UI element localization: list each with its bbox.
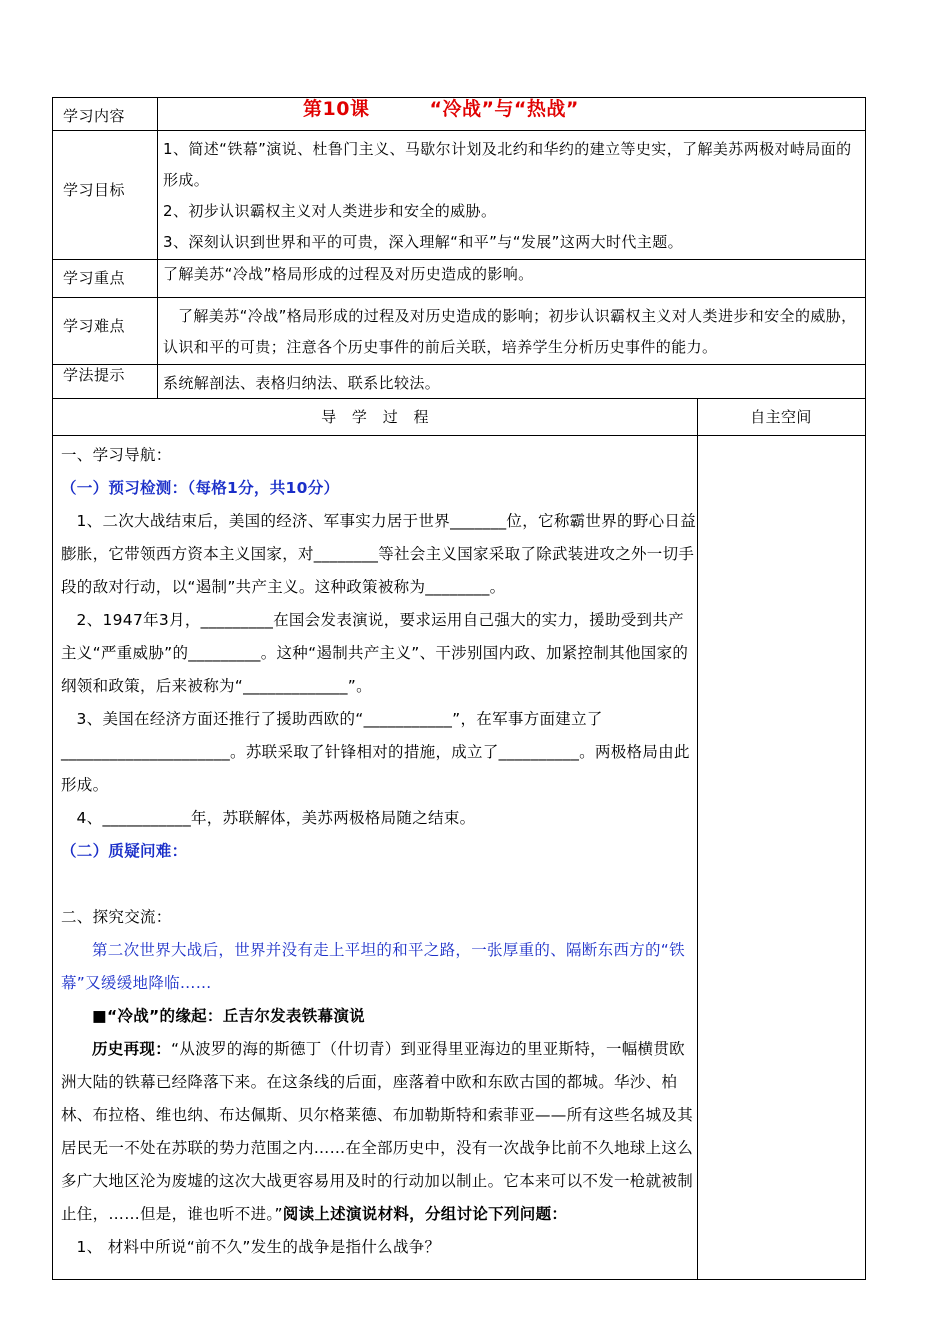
intro-text: 第二次世界大战后，世界并没有走上平坦的和平之路，一张厚重的、隔断东西方的“铁幕”又缓缓地降临…… [61, 941, 685, 992]
question-item: 1、二次大战结束后，美国的经济、军事实力居于世界_______位，它称霸世界的野心日益膨胀，它带领西方资本主义国家，对________等社会主义国家采取了除武装进攻之外一切手段的敌对行动，以“遏制”共产主义。这种政策被称为________。 [61, 512, 697, 596]
section1-title: 一、学习导航： [61, 446, 172, 464]
history-quote: “从波罗的海的斯德丁（什切青）到亚得里亚海边的里亚斯特，一幅横贯欧洲大陆的铁幕已经降落下来。在这条线的后面，座落着中欧和东欧古国的都城。华沙、柏林、布拉格、维也纳、布达佩斯、贝尔格莱德、布加勒斯特和索菲亚——所有这些名城及其居民无一不处在苏联的势力范围之内……在全部历史中，没有一次战争比前不久地球上这么多广大地区沦为废墟的这次大战更容易用及时的行动加以制止。它本来可以不发一枪就被制止住，……但是，谁也听不进。” [61, 1040, 694, 1223]
lesson-topic: “冷战”与“热战” [429, 98, 579, 120]
lesson-plan-table [52, 97, 866, 1280]
goals-label: 学习目标 [63, 181, 126, 199]
difficulties-label: 学习难点 [63, 317, 126, 335]
lesson-title [303, 94, 579, 121]
question-item: 4、___________年，苏联解体，美苏两极格局随之结束。 [76, 809, 476, 827]
row-divider [53, 130, 865, 131]
preview-test-heading: （一）预习检测：（每格1分，共10分） [61, 479, 340, 497]
process-header: 导 学 过 程 [321, 408, 429, 426]
goals-list [163, 134, 859, 258]
content-label: 学习内容 [63, 107, 126, 125]
history-label: 历史再现： [92, 1040, 172, 1058]
key-points-label: 学习重点 [63, 269, 126, 287]
row-divider [53, 435, 865, 436]
goal-item: 1、简述“铁幕”演说、杜鲁门主义、马歇尔计划及北约和华约的建立等史实，了解美苏两极对峙局面的形成。 [163, 140, 852, 189]
history-task: 阅读上述演说材料，分组讨论下列问题： [282, 1205, 568, 1223]
key-points-text: 了解美苏“冷战”格局形成的过程及对历史造成的影响。 [163, 265, 534, 283]
row-divider [53, 364, 865, 365]
process-body [61, 439, 697, 1264]
difficulties-text: 了解美苏“冷战”格局形成的过程及对历史造成的影响；初步认识霸权主义对人类进步和安全的威胁，认识和平的可贵；注意各个历史事件的前后关联，培养学生分析历史事件的能力。 [163, 307, 857, 356]
column-divider [697, 398, 698, 1280]
question-item: 3、美国在经济方面还推行了援助西欧的“___________”，在军事方面建立了_____________________。苏联采取了针锋相对的措施，成立了__________。两极格局由此形成。 [61, 710, 690, 794]
questions-heading: （二）质疑问难： [61, 842, 188, 860]
side-header: 自主空间 [750, 408, 812, 426]
question-item: 2、1947年3月，_________在国会发表演说，要求运用自己强大的实力，援助受到共产主义“严重威胁”的_________。这种“遏制共产主义”、干涉别国内政、加紧控制其他国家的纲领和政策，后来被称为“_____________”。 [61, 611, 689, 695]
method-text: 系统解剖法、表格归纳法、联系比较法。 [163, 374, 441, 392]
column-divider [157, 98, 158, 398]
goal-item: 2、初步认识霸权主义对人类进步和安全的威胁。 [163, 202, 497, 220]
method-label: 学法提示 [63, 366, 126, 384]
topic-heading: ■“冷战”的缘起：丘吉尔发表铁幕演说 [92, 1007, 365, 1025]
goal-item: 3、深刻认识到世界和平的可贵，深入理解“和平”与“发展”这两大时代主题。 [163, 233, 684, 251]
row-divider [53, 297, 865, 298]
section2-title: 二、探究交流： [61, 908, 172, 926]
lesson-number: 第10课 [303, 98, 370, 120]
discussion-question: 1、 材料中所说“前不久”发生的战争是指什么战争？ [76, 1238, 441, 1256]
